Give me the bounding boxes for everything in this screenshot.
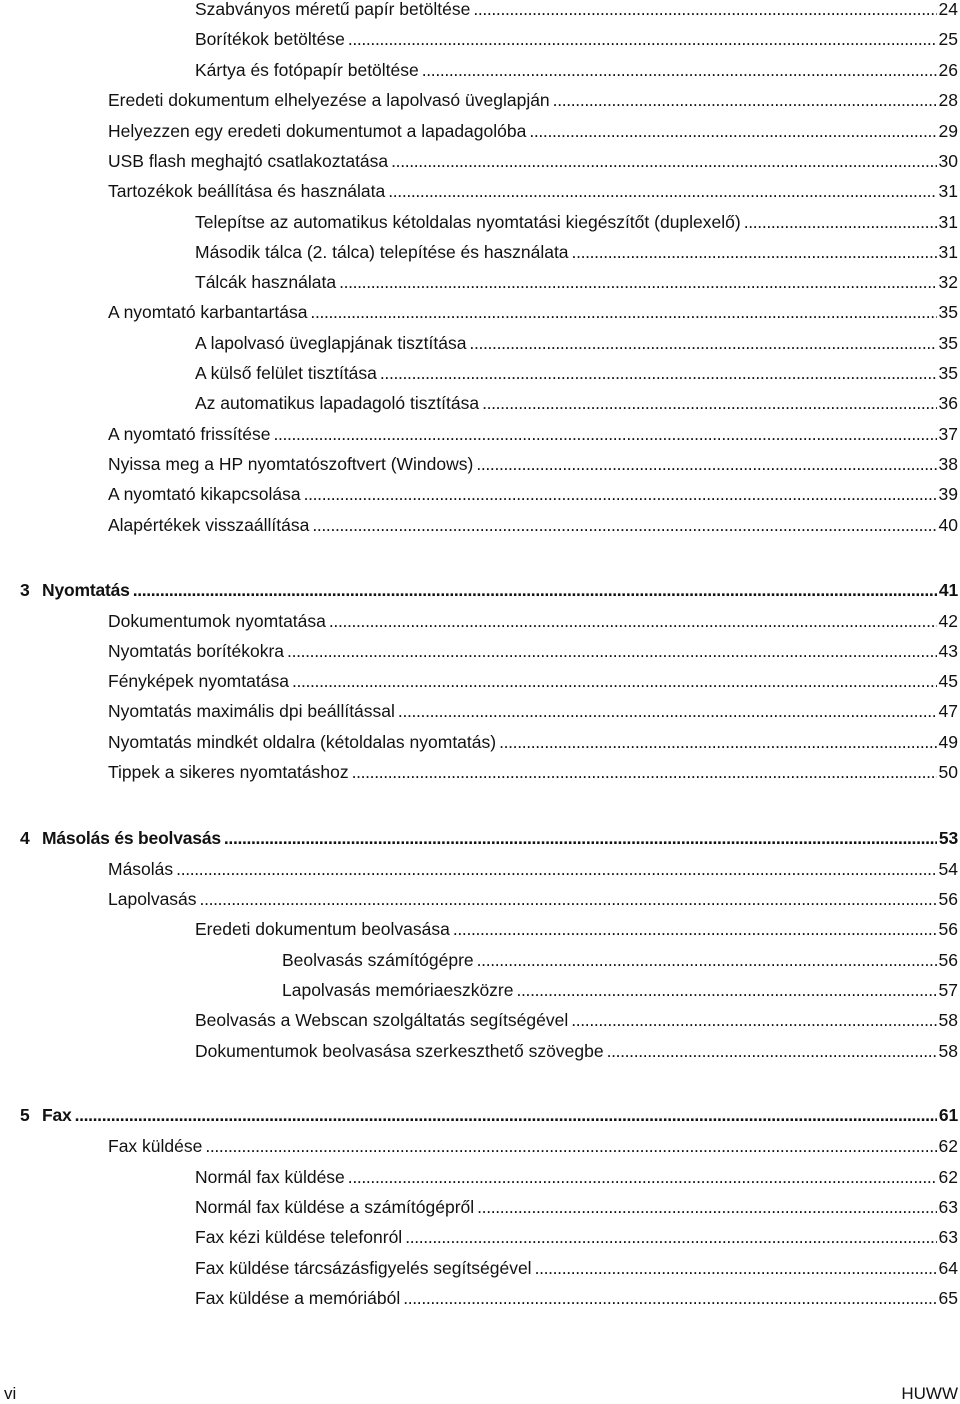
toc-entry[interactable] [108,760,958,784]
toc-entry-title: Eredeti dokumentum beolvasása [195,919,450,939]
toc-entry[interactable] [195,1039,958,1063]
dot-leader [273,422,936,446]
toc-entry[interactable] [195,270,958,294]
toc-entry-title: Nyomtatás maximális dpi beállítással [108,701,395,721]
toc-entry[interactable] [108,609,958,633]
toc-page-number: 31 [938,242,958,262]
toc-page-number: 36 [938,393,958,413]
dot-leader [453,917,937,941]
toc-entry-title: Beolvasás a Webscan szolgáltatás segítségével [195,1010,569,1030]
dot-leader [310,300,936,324]
toc-page-number: 35 [938,302,958,322]
dot-leader [388,179,936,203]
dot-leader [391,149,936,173]
toc-entry[interactable] [108,482,958,506]
toc-entry[interactable] [195,361,958,385]
toc-entry-title: Alapértékek visszaállítása [108,515,310,535]
toc-page-number: 42 [938,611,958,631]
toc-page-number: 57 [938,980,958,1000]
toc-page-number: 32 [938,272,958,292]
dot-leader [477,948,937,972]
dot-leader [329,609,937,633]
toc-page-number: 45 [938,671,958,691]
toc-page-number: 39 [938,484,958,504]
dot-leader [200,887,937,911]
toc-entry-title: Dokumentumok beolvasása szerkeszthető szövegbe [195,1041,604,1061]
toc-entry[interactable] [108,669,958,693]
toc-entry[interactable] [282,948,958,972]
toc-page-number: 31 [938,212,958,232]
toc-page-number: 30 [938,151,958,171]
toc-entry[interactable] [195,27,958,51]
dot-leader [553,88,937,112]
toc-entry-title: Nyissa meg a HP nyomtatószoftvert (Windows) [108,454,474,474]
toc-entry[interactable] [108,179,958,203]
toc-entry-title: Másolás [108,859,174,879]
toc-page-number: 63 [938,1197,958,1217]
dot-leader [176,857,936,881]
toc-entry[interactable] [195,58,958,82]
dot-leader [482,391,936,415]
toc-page-number: 24 [938,0,958,19]
toc-page-number: 43 [938,641,958,661]
toc-entry[interactable] [195,1195,958,1219]
toc-entry-title: Lapolvasás memóriaeszközre [282,980,514,1000]
dot-leader [352,760,937,784]
toc-entry[interactable] [108,699,958,723]
dot-leader [380,361,937,385]
toc-entry-title: Második tálca (2. tálca) telepítése és használata [195,242,569,262]
toc-entry[interactable] [108,1134,958,1158]
dot-leader [304,482,937,506]
footer-page-number: vi [4,1384,17,1403]
dot-leader [476,452,936,476]
toc-page-number: 40 [938,515,958,535]
dot-leader [607,1039,937,1063]
dot-leader [571,1008,936,1032]
toc-page-number: 61 [938,1105,958,1125]
toc-entry-title: Fényképek nyomtatása [108,671,289,691]
toc-entry-title: Fax küldése [108,1136,203,1156]
toc-page-number: 37 [938,424,958,444]
toc-entry-title: A külső felület tisztítása [195,363,377,383]
dot-leader [348,27,937,51]
toc-entry-title: Tartozékok beállítása és használata [108,181,386,201]
toc-page-number: 62 [938,1167,958,1187]
toc-page-number: 31 [938,181,958,201]
toc-page-number: 58 [938,1041,958,1061]
chapter-number: 3 [20,580,30,600]
toc-entry[interactable] [108,300,958,324]
toc-page-number: 56 [938,919,958,939]
toc-entry-title [20,1103,72,1127]
dot-leader [348,1165,937,1189]
dot-leader [477,1195,936,1219]
toc-page-number: 56 [938,889,958,909]
toc-page-number: 35 [938,363,958,383]
toc-entry[interactable] [195,210,958,234]
toc-entry[interactable] [108,513,958,537]
toc-page-number: 28 [938,90,958,110]
toc-page-number: 25 [938,29,958,49]
dot-leader [422,58,937,82]
dot-leader [398,699,937,723]
toc-entry[interactable] [195,240,958,264]
toc-page-number: 58 [938,1010,958,1030]
toc-entry-title: Normál fax küldése [195,1167,345,1187]
toc-entry[interactable] [195,331,958,355]
toc-page-number: 49 [938,732,958,752]
toc-entry-title: Fax küldése tárcsázásfigyelés segítségével [195,1258,532,1278]
toc-entry[interactable] [195,917,958,941]
toc-entry-title: Nyomtatás borítékokra [108,641,285,661]
toc-page-number: 29 [938,121,958,141]
toc-entry-title: Borítékok betöltése [195,29,345,49]
toc-entry[interactable] [108,452,958,476]
toc-entry-title: Fax küldése a memóriából [195,1288,401,1308]
chapter-title: Nyomtatás [42,580,130,600]
toc-entry-title: A nyomtató kikapcsolása [108,484,301,504]
toc-entry[interactable] [195,1165,958,1189]
toc-page-number: 35 [938,333,958,353]
dot-leader [339,270,936,294]
toc-entry-title [20,578,130,602]
toc-entry-title: Helyezzen egy eredeti dokumentumot a lapadagolóba [108,121,527,141]
toc-entry[interactable] [108,149,958,173]
toc-entry-title: Az automatikus lapadagoló tisztítása [195,393,480,413]
dot-leader [529,119,936,143]
dot-leader [75,1103,937,1127]
toc-entry[interactable] [195,1225,958,1249]
toc-page-number: 26 [938,60,958,80]
toc-entry-title: Szabványos méretű papír betöltése [195,0,471,19]
dot-leader [499,730,936,754]
toc-entry[interactable] [108,88,958,112]
toc-entry-title: Fax kézi küldése telefonról [195,1227,403,1247]
dot-leader [469,331,936,355]
toc-page-number: 53 [938,828,958,848]
toc-entry-title: Normál fax küldése a számítógépről [195,1197,475,1217]
toc-entry-title [20,826,221,850]
toc-entry[interactable] [282,978,958,1002]
chapter-number: 4 [20,828,30,848]
toc-page-number: 54 [938,859,958,879]
toc-page-number: 64 [938,1258,958,1278]
footer-doc-code: HUWW [901,1384,958,1403]
toc-chapter-entry[interactable] [20,826,958,850]
toc-entry[interactable] [108,887,958,911]
dot-leader [287,639,936,663]
dot-leader [205,1134,936,1158]
dot-leader [405,1225,936,1249]
toc-entry[interactable] [195,391,958,415]
toc-entry[interactable] [108,730,958,754]
dot-leader [572,240,937,264]
toc-entry-title: Eredeti dokumentum elhelyezése a lapolvasó üveglapján [108,90,550,110]
toc-page-number: 62 [938,1136,958,1156]
toc-page-number: 56 [938,950,958,970]
toc-chapter-entry[interactable] [20,578,958,602]
toc-page-number: 38 [938,454,958,474]
toc-entry[interactable] [108,422,958,446]
toc-entry-title: Tippek a sikeres nyomtatáshoz [108,762,349,782]
toc-entry-title: A lapolvasó üveglapjának tisztítása [195,333,467,353]
chapter-title: Fax [42,1105,72,1125]
toc-chapter-entry[interactable] [20,1103,958,1127]
toc-page-number: 65 [938,1288,958,1308]
dot-leader [473,0,936,21]
dot-leader [744,210,937,234]
dot-leader [224,826,937,850]
toc-page-number: 63 [938,1227,958,1247]
toc-entry[interactable] [195,0,958,21]
dot-leader [535,1256,937,1280]
dot-leader [517,978,937,1002]
toc-entry[interactable] [195,1256,958,1280]
toc-entry-title: Lapolvasás [108,889,197,909]
toc-entry[interactable] [195,1286,958,1310]
toc-page-number: 47 [938,701,958,721]
toc-entry-title: Tálcák használata [195,272,337,292]
toc-entry-title: A nyomtató karbantartása [108,302,308,322]
toc-page-number: 41 [938,580,958,600]
toc-entry-title: USB flash meghajtó csatlakoztatása [108,151,389,171]
toc-entry-title: Telepítse az automatikus kétoldalas nyomtatási kiegészítőt (duplexelő) [195,212,741,232]
dot-leader [292,669,937,693]
chapter-title: Másolás és beolvasás [42,828,221,848]
toc-entry-title: Kártya és fotópapír betöltése [195,60,419,80]
toc-entry[interactable] [108,857,958,881]
toc-entry-title: A nyomtató frissítése [108,424,271,444]
dot-leader [312,513,936,537]
toc-entry-title: Dokumentumok nyomtatása [108,611,326,631]
toc-entry[interactable] [108,119,958,143]
toc-entry[interactable] [108,639,958,663]
dot-leader [133,578,937,602]
chapter-number: 5 [20,1105,30,1125]
toc-entry[interactable] [195,1008,958,1032]
toc-page-number: 50 [938,762,958,782]
dot-leader [403,1286,936,1310]
toc-entry-title: Beolvasás számítógépre [282,950,474,970]
toc-entry-title: Nyomtatás mindkét oldalra (kétoldalas nyomtatás) [108,732,497,752]
